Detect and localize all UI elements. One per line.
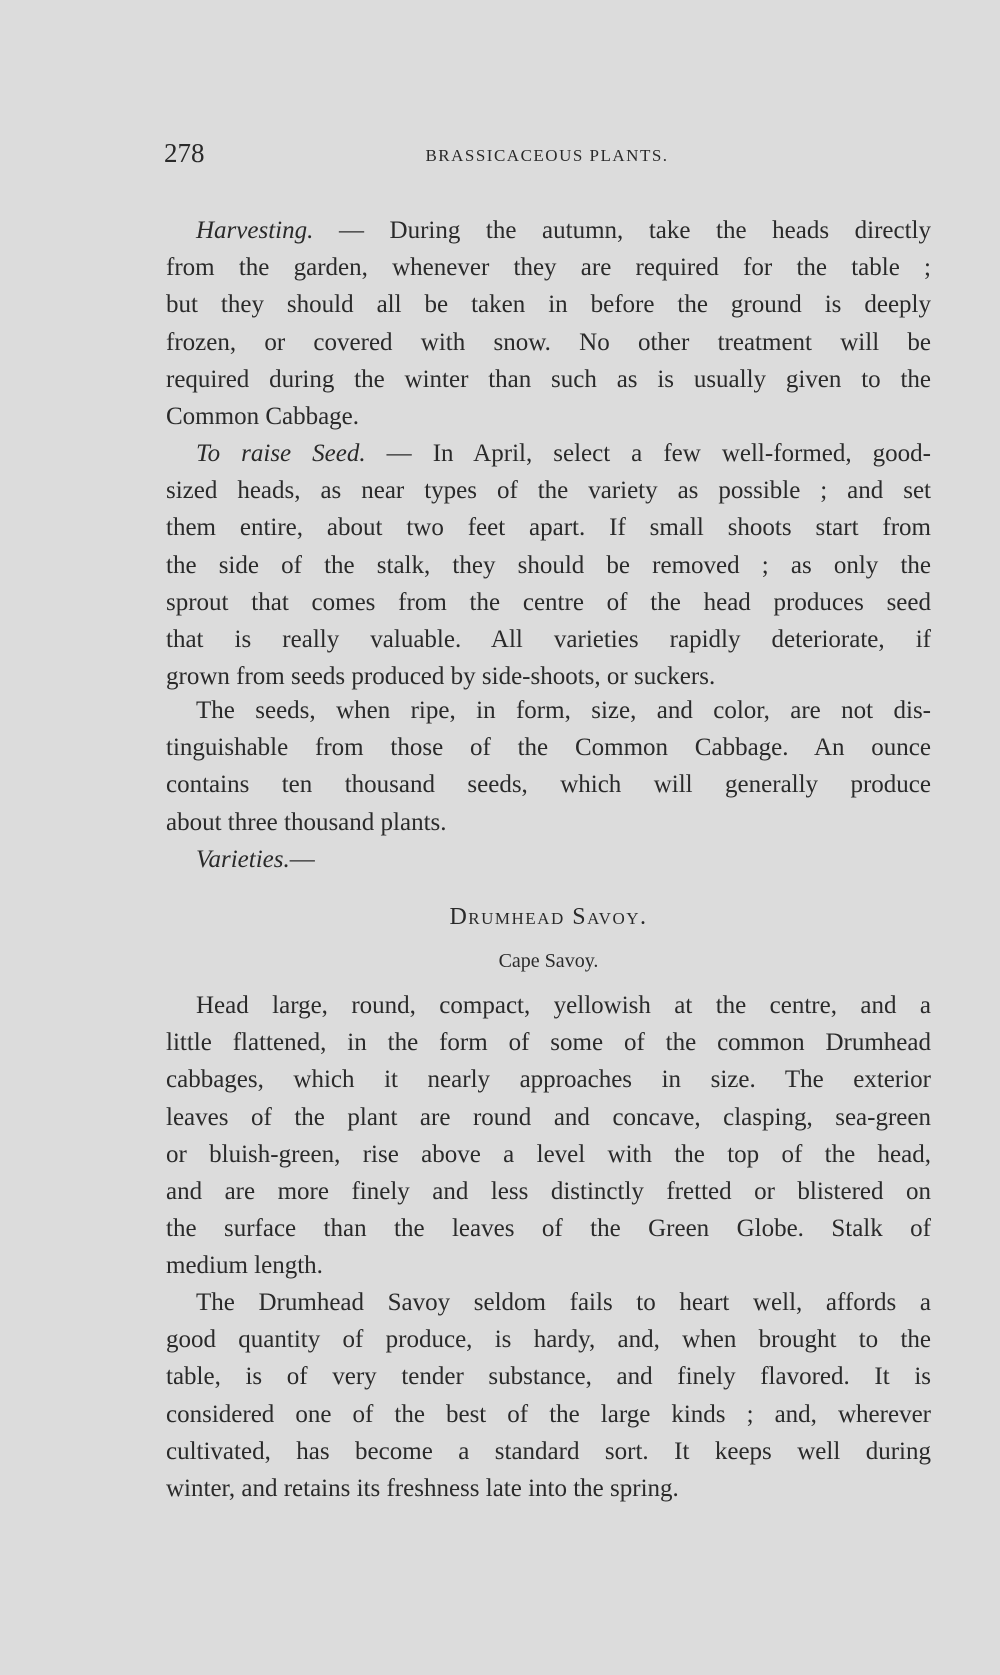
text-line: sprout that comes from the centre of the head produces seed: [166, 588, 931, 616]
line-text: —: [289, 846, 315, 873]
paragraph-description: [166, 987, 931, 1285]
paragraph-raise-seed: [166, 435, 931, 695]
text-line: frozen, or covered with snow. No other treatment will be: [166, 328, 931, 356]
text-line: the surface than the leaves of the Green Globe. Stalk of: [166, 1215, 931, 1243]
text-line: Head large, round, compact, yellowish at the centre, and a: [196, 992, 931, 1019]
text-line: The Drumhead Savoy seldom fails to heart well, affords a: [196, 1289, 931, 1316]
text-line: and are more finely and less distinctly fretted or blistered on: [166, 1177, 931, 1205]
text-line: but they should all be taken in before the ground is deeply: [166, 291, 931, 319]
text-line: sized heads, as near types of the variety as possible ; and set: [166, 477, 931, 505]
text-line: [166, 212, 931, 249]
text-line: that is really valuable. All varieties rapidly deteriorate, if: [166, 625, 931, 653]
text-line: them entire, about two feet apart. If small shoots start from: [166, 514, 931, 542]
paragraph-harvesting: [166, 212, 931, 435]
paragraph-seeds: [166, 692, 931, 841]
paragraph-qualities: [166, 1284, 931, 1507]
text-line: from the garden, whenever they are required for the table ;: [166, 254, 931, 282]
text-line: cultivated, has become a standard sort. It keeps well during: [166, 1437, 931, 1465]
text-line: medium length.: [166, 1252, 323, 1280]
page-header: [164, 138, 930, 178]
text-line: required during the winter than such as is usually given to the: [166, 365, 931, 393]
line-text: — In April, select a few well-formed, good-: [386, 440, 931, 467]
text-line: about three thousand plants.: [166, 808, 447, 836]
page-number: 278: [164, 138, 205, 168]
text-line: little flattened, in the form of some of the common Drumhead: [166, 1029, 931, 1057]
text-line: leaves of the plant are round and concave, clasping, sea-green: [166, 1103, 931, 1131]
running-title: BRASSICACEOUS PLANTS.: [425, 146, 669, 165]
text-line: [166, 435, 931, 472]
text-line: cabbages, which it nearly approaches in size. The exterior: [166, 1066, 931, 1094]
run-in-heading: Harvesting.: [196, 217, 314, 244]
text-line: good quantity of produce, is hardy, and, when brought to the: [166, 1326, 931, 1354]
text-line: or bluish-green, rise above a level with the top of the head,: [166, 1140, 931, 1168]
text-line: The seeds, when ripe, in form, size, and color, are not dis-: [196, 697, 931, 724]
run-in-heading: Varieties.: [196, 846, 290, 873]
text-line: considered one of the best of the large kinds ; and, wherever: [166, 1400, 931, 1428]
varieties-heading: [166, 841, 931, 878]
text-line: grown from seeds produced by side-shoots, or suckers.: [166, 663, 716, 691]
text-line: winter, and retains its freshness late into the spring.: [166, 1474, 679, 1502]
variety-synonym: Cape Savoy.: [498, 950, 599, 972]
text-line: Common Cabbage.: [166, 402, 360, 430]
text-line: contains ten thousand seeds, which will generally produce: [166, 771, 931, 799]
variety-title: Drumhead Savoy.: [449, 904, 648, 930]
run-in-heading: To raise Seed.: [196, 440, 366, 467]
text-line: the side of the stalk, they should be removed ; as only the: [166, 551, 931, 579]
line-text: — During the autumn, take the heads directly: [338, 217, 932, 244]
text-line: table, is of very tender substance, and finely flavored. It is: [166, 1363, 931, 1391]
text-line: tinguishable from those of the Common Cabbage. An ounce: [166, 734, 931, 762]
text-line: [166, 841, 931, 878]
